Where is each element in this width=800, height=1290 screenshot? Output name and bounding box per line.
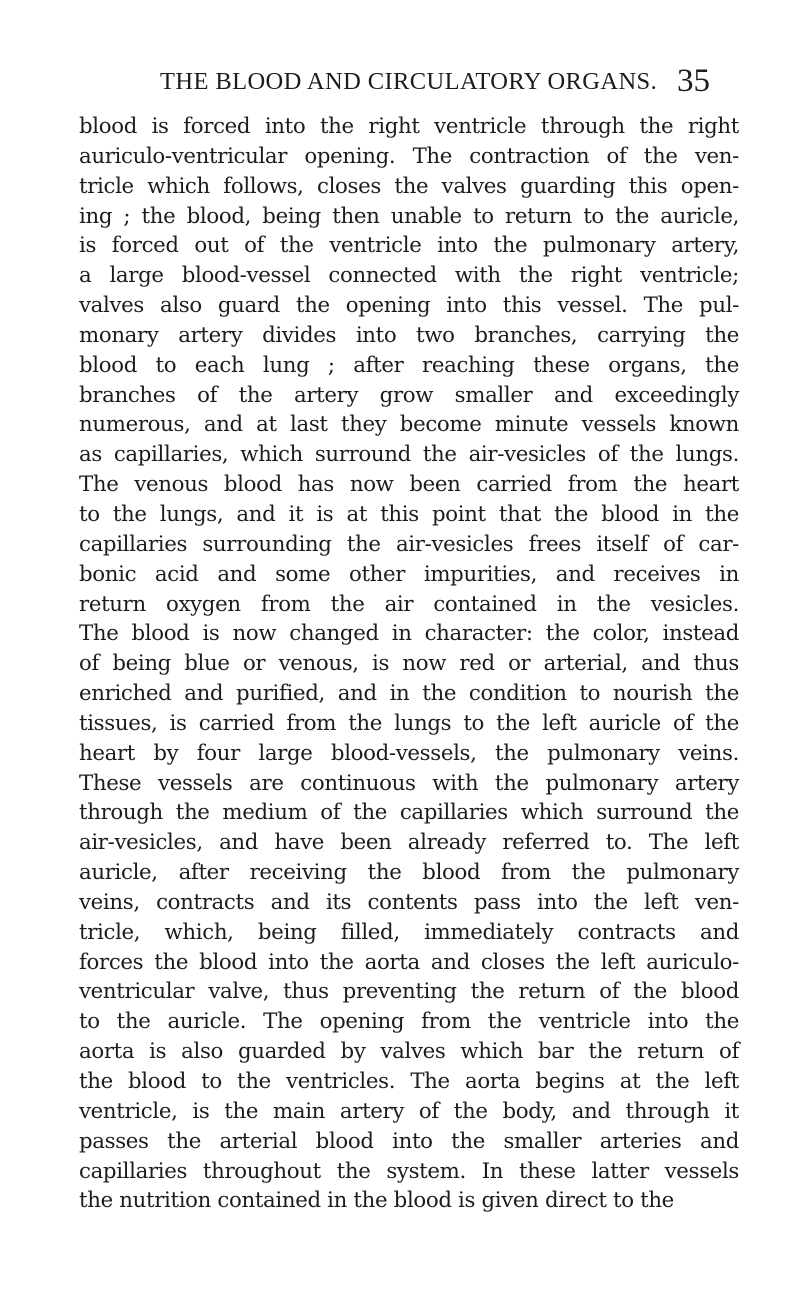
text-line: The blood is now changed in character: the color, instead	[79, 621, 739, 647]
text-line: the blood to the ventricles. The aorta begins at the left	[79, 1069, 739, 1094]
body-text	[79, 112, 739, 1216]
text-line: veins, contracts and its contents pass into the left ven-	[79, 889, 739, 915]
text-line: a large blood-vessel connected with the right ventricle;	[79, 263, 739, 289]
text-line: tissues, is carried from the lungs to the left auricle of the	[79, 710, 739, 736]
text-line: monary artery divides into two branches, carrying the	[79, 322, 739, 348]
text-line: heart by four large blood-vessels, the pulmonary veins.	[79, 740, 739, 766]
text-line: return oxygen from the air contained in the vesicles.	[79, 591, 739, 617]
text-line: is forced out of the ventricle into the pulmonary artery,	[79, 233, 739, 259]
text-line: The venous blood has now been carried from the heart	[79, 472, 739, 498]
text-line: ventricle, is the main artery of the body, and through it	[79, 1098, 739, 1124]
text-line: of being blue or venous, is now red or arterial, and thus	[79, 651, 739, 677]
text-line: tricle which follows, closes the valves guarding this open-	[79, 173, 739, 199]
text-line: auriculo-ventricular opening. The contraction of the ven-	[79, 143, 739, 169]
text-line: branches of the artery grow smaller and exceedingly	[79, 382, 739, 408]
chapter-title: THE BLOOD AND CIRCULATORY ORGANS.	[160, 68, 658, 95]
text-line: capillaries throughout the system. In these latter vessels	[79, 1158, 739, 1184]
text-line: capillaries surrounding the air-vesicles frees itself of car-	[79, 531, 739, 557]
text-line: ing ; the blood, being then unable to return to the auricle,	[79, 203, 739, 229]
text-line: blood is forced into the right ventricle through the right	[79, 114, 739, 139]
text-line: through the medium of the capillaries which surround the	[79, 800, 739, 826]
text-line: to the lungs, and it is at this point that the blood in the	[79, 501, 739, 527]
page-number: 35	[677, 63, 710, 99]
text-line: ventricular valve, thus preventing the return of the blood	[79, 979, 739, 1005]
text-line: as capillaries, which surround the air-vesicles of the lungs.	[79, 442, 739, 468]
text-line: to the auricle. The opening from the ventricle into the	[79, 1009, 739, 1035]
text-line: valves also guard the opening into this vessel. The pul-	[79, 293, 739, 319]
running-head	[160, 63, 710, 104]
text-line: These vessels are continuous with the pulmonary artery	[79, 770, 739, 796]
text-line: enriched and purified, and in the condition to nourish the	[79, 681, 739, 707]
text-line: numerous, and at last they become minute vessels known	[79, 412, 739, 438]
text-line: aorta is also guarded by valves which bar the return of	[79, 1039, 739, 1065]
text-line: bonic acid and some other impurities, and receives in	[79, 561, 739, 587]
text-line: air-vesicles, and have been already referred to. The left	[79, 830, 739, 856]
text-line: blood to each lung ; after reaching these organs, the	[79, 352, 739, 378]
text-line: forces the blood into the aorta and closes the left auriculo-	[79, 949, 739, 975]
text-line: the nutrition contained in the blood is given direct to the	[79, 1188, 674, 1214]
text-line: auricle, after receiving the blood from the pulmonary	[79, 860, 739, 886]
text-line: passes the arterial blood into the smaller arteries and	[79, 1128, 739, 1154]
text-line: tricle, which, being filled, immediately contracts and	[79, 919, 739, 945]
